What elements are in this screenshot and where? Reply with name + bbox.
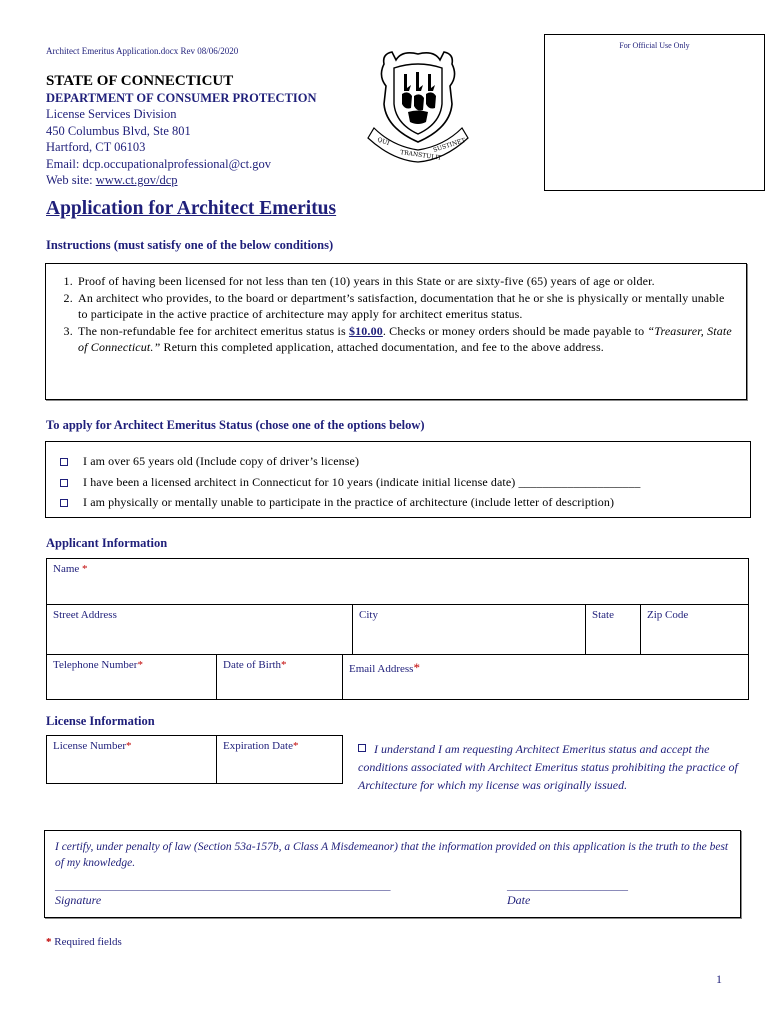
city-field[interactable] [352,604,586,655]
expiration-label: Expiration Date [223,740,293,752]
zip-label: Zip Code [647,609,689,621]
page-title: Application for Architect Emeritus [46,198,337,219]
instructions-heading: Instructions (must satisfy one of the below conditions) [46,238,334,252]
seal-motto-2: TRANSTULIT [399,149,442,162]
street-label: Street Address [53,609,117,621]
certification-box [44,830,741,918]
division-name: License Services Division [46,107,177,122]
website-label: Web site: [46,173,96,188]
option-row [60,495,614,510]
required-marker: * [82,563,88,575]
city-address: Hartford, CT 06103 [46,140,146,155]
option-row [60,454,359,469]
option-label: I am over 65 years old (Include copy of driver’s license) [83,454,360,468]
instruction-item [76,323,736,356]
apply-options-box [45,441,751,518]
instructions-box [45,263,747,400]
license-heading: License Information [46,714,155,728]
payee-name: “Treasurer, State of Connecticut.” [78,323,732,355]
official-use-box [544,34,765,191]
required-marker: * [292,740,299,752]
state-name: STATE OF CONNECTICUT [46,73,234,89]
name-label: Name [53,563,83,575]
agency-header [46,72,317,188]
required-marker: * [281,659,287,671]
option-checkbox[interactable] [60,479,68,487]
instructions-list [46,264,746,356]
option-checkbox[interactable] [60,458,68,466]
expiration-date-field[interactable] [216,735,343,784]
street-address: 450 Columbus Blvd, Ste 801 [46,123,191,138]
agency-email: Email: dcp.occupationalprofessional@ct.gov [46,156,271,171]
option-label: I have been a licensed architect in Connecticut for 10 years (indicate initial license date) ____________________ [83,475,641,489]
option-label: I am physically or mentally unable to participate in the practice of architecture (include letter of description) [83,495,615,509]
required-marker: * [126,740,132,752]
name-field[interactable] [46,558,749,605]
seal-motto-3: SUSTINET [432,136,467,154]
applicant-heading: Applicant Information [46,536,168,550]
department-name: DEPARTMENT OF CONSUMER PROTECTION [46,91,317,105]
certification-text: I certify, under penalty of law (Section 53a-157b, a Class A Misdemeanor) that the information provided on this application is the truth to the best of my knowledge. [55,841,729,869]
required-note [46,936,122,948]
date-line[interactable]: ______________________ [507,880,628,892]
signature-label: Signature [55,893,102,907]
email-field[interactable] [342,654,749,700]
option-row [60,475,640,490]
fee-amount: $10.00 [348,323,383,338]
seal-motto-1: QUI [376,136,391,148]
dob-field[interactable] [216,654,343,700]
state-field[interactable] [585,604,641,655]
connecticut-seal [362,46,474,168]
acknowledgement-text: I understand I am requesting Architect Emeritus status and accept the conditions associated with Architect Emeritus status prohibiting the practice of Architecture for which my license was originally issued. [358,742,738,792]
city-label: City [359,609,378,621]
return-text: Return this completed application, attached documentation, and fee to the above address. [160,340,604,355]
license-number-field[interactable] [46,735,217,784]
email-label: Email Address [349,663,414,675]
telephone-label: Telephone Number [53,659,138,671]
option-checkbox[interactable] [60,499,68,507]
street-address-field[interactable] [46,604,353,655]
website-line [46,172,317,188]
telephone-field[interactable] [46,654,217,700]
zip-field[interactable] [640,604,749,655]
signature-line[interactable]: _____________________________________________________________ [55,880,391,892]
acknowledgement [358,740,738,794]
state-label: State [592,609,614,621]
required-marker: * [137,659,143,671]
website-link[interactable]: www.ct.gov/dcp [95,173,178,188]
instruction-item: 1. Proof of having been licensed for not less than ten (10) years in this State or are sixty-five (65) years of age or older. [76,273,736,290]
payable-text: . Checks or money orders should be made payable to [382,323,648,338]
date-label: Date [507,893,531,907]
acknowledgement-checkbox[interactable] [358,744,366,752]
official-use-label: For Official Use Only [619,41,690,50]
instruction-item: 2. An architect who provides, to the board or department’s satisfaction, documentation that he or she is physically or mentally unable to participate in the active practice of architecture may apply for architect emeritus status. [76,290,736,323]
page-number: 1 [716,972,722,986]
fee-text: The non-refundable fee for architect emeritus status is [78,323,349,338]
required-note-text: Required fields [51,936,122,948]
required-marker: * [413,660,420,675]
apply-heading: To apply for Architect Emeritus Status (chose one of the options below) [46,418,425,432]
license-number-label: License Number [53,740,126,752]
required-marker: * [46,936,52,948]
document-reference: Architect Emeritus Application.docx Rev 08/06/2020 [46,46,239,56]
dob-label: Date of Birth [223,659,282,671]
